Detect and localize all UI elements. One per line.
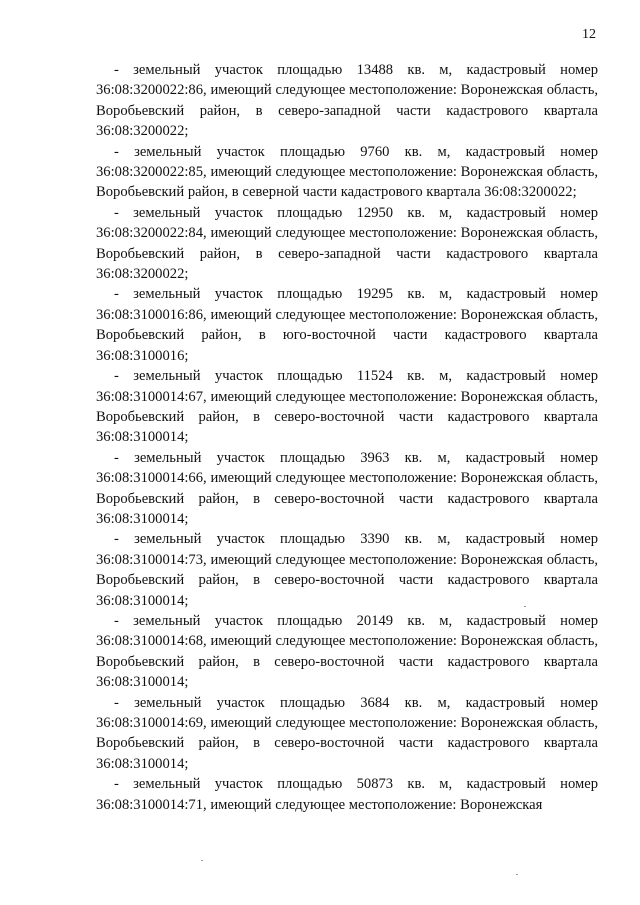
page-number: 12 xyxy=(582,27,596,42)
paragraph-2: - земельный участок площадью 9760 кв. м, кадастровый номер 36:08:3200022:85, имеющий следующее местоположение: Воронежская область, Воробьевский район, в северной части кадастрового квартала 36:08:3200022; xyxy=(96,143,598,201)
paragraph-8: - земельный участок площадью 20149 кв. м, кадастровый номер 36:08:3100014:68, имеющий следующее местоположение: Воронежская область, Воробьевский район, в северо-восточной части кадастрового квартала 36:08:3100014; xyxy=(96,612,598,691)
paragraph-3: - земельный участок площадью 12950 кв. м, кадастровый номер 36:08:3200022:84, имеющий следующее местоположение: Воронежская область, Воробьевский район, в северо-западной части кадастрового квартала 36:08:3200022; xyxy=(96,204,598,283)
document-body xyxy=(96,60,598,815)
paragraph-7: - земельный участок площадью 3390 кв. м, кадастровый номер 36:08:3100014:73, имеющий следующее местоположение: Воронежская область, Воробьевский район, в северо-восточной части кадастрового квартала 36:08:3100014; xyxy=(96,531,598,609)
scan-speck xyxy=(516,874,518,875)
paragraph-4: - земельный участок площадью 19295 кв. м, кадастровый номер 36:08:3100016:86, имеющий следующее местоположение: Воронежская область, Воробьевский район, в юго-восточной части кадастрового квартала 36:08:3100016; xyxy=(96,286,598,364)
scan-speck xyxy=(201,860,203,861)
paragraph-9: - земельный участок площадью 3684 кв. м, кадастровый номер 36:08:3100014:69, имеющий следующее местоположение: Воронежская область, Воробьевский район, в северо-восточной части кадастрового квартала 36:08:3100014; xyxy=(96,694,598,772)
paragraph-10: - земельный участок площадью 50873 кв. м, кадастровый номер 36:08:3100014:71, имеющий следующее местоположение: Воронежская xyxy=(96,776,598,813)
paragraph-5: - земельный участок площадью 11524 кв. м, кадастровый номер 36:08:3100014:67, имеющий следующее местоположение: Воронежская область, Воробьевский район, в северо-восточной части кадастрового квартала 36:08:3100014; xyxy=(96,368,598,446)
scan-speck xyxy=(524,606,526,607)
paragraph-6: - земельный участок площадью 3963 кв. м, кадастровый номер 36:08:3100014:66, имеющий следующее местоположение: Воронежская область, Воробьевский район, в северо-восточной части кадастрового квартала 36:08:3100014; xyxy=(96,449,598,527)
paragraph-1: - земельный участок площадью 13488 кв. м, кадастровый номер 36:08:3200022:86, имеющий следующее местоположение: Воронежская область, Воробьевский район, в северо-западной части кадастрового квартала 36:08:3200022; xyxy=(96,62,598,140)
